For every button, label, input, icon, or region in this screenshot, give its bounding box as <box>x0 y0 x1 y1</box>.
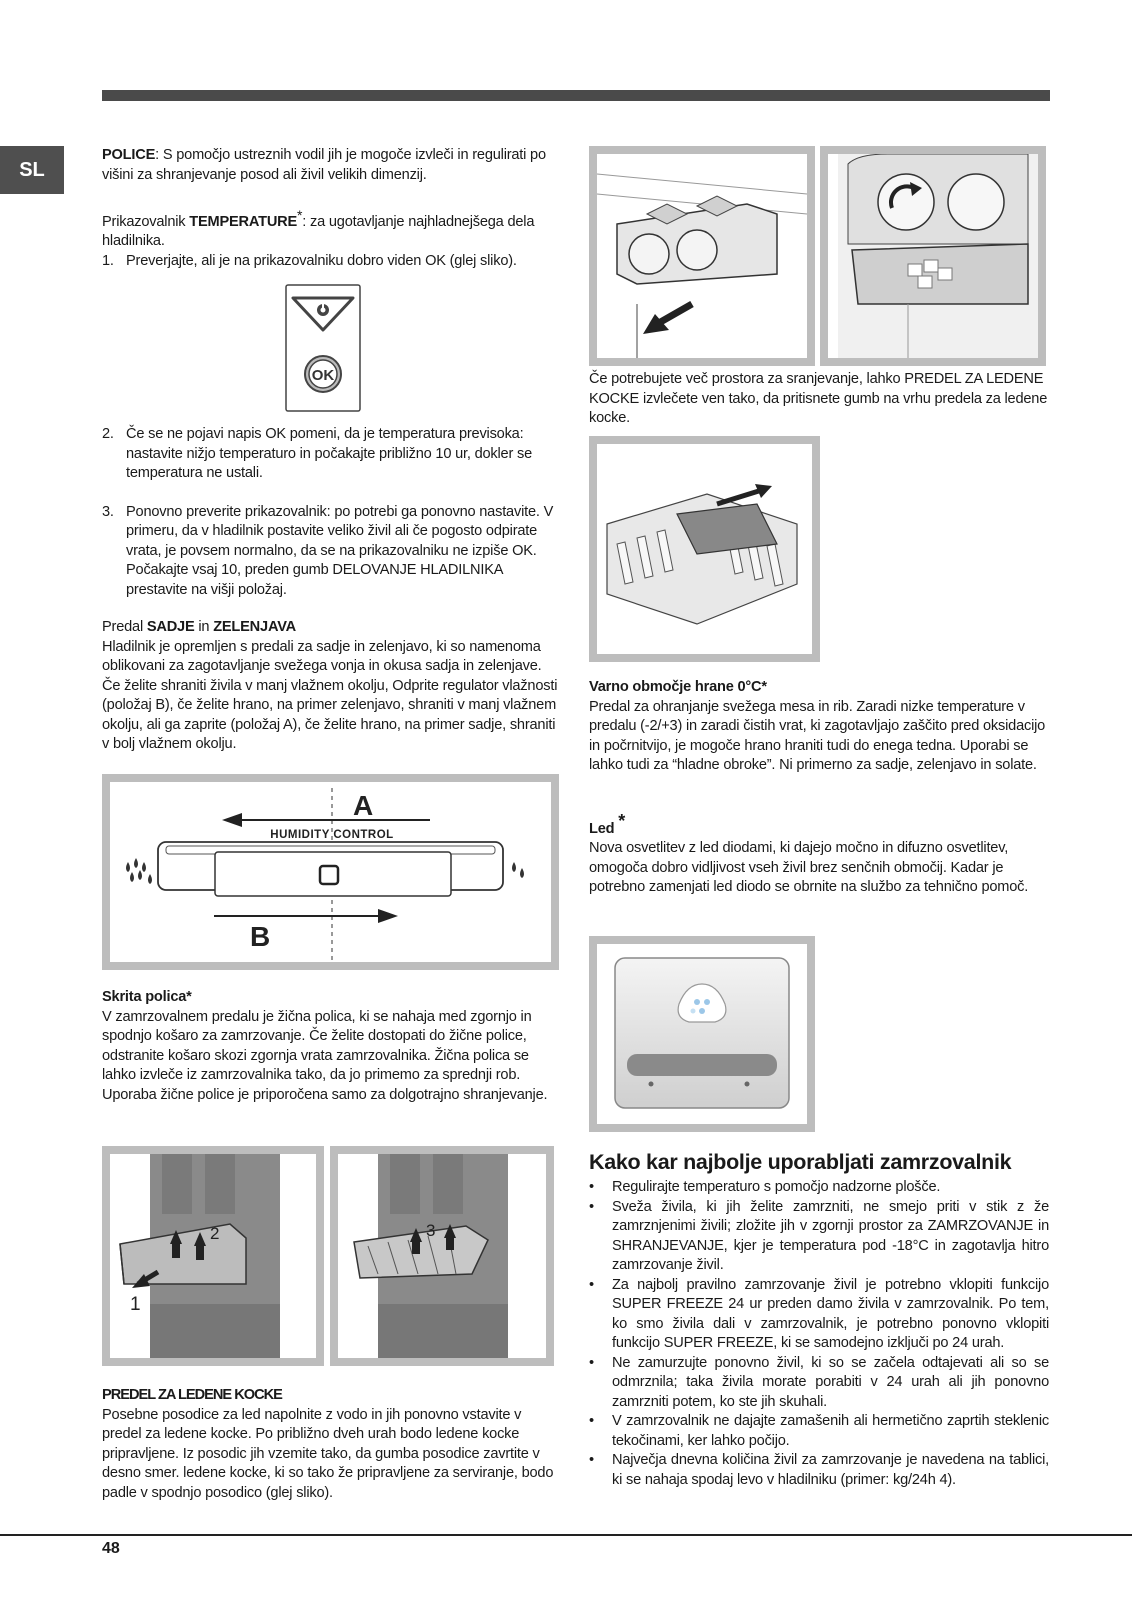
page-number: 48 <box>102 1540 120 1557</box>
humidity-control-label: HUMIDITY CONTROL <box>270 829 394 841</box>
police-title: POLICE <box>102 147 156 163</box>
humidity-control-figure <box>102 774 559 970</box>
led-text: Nova osvetlitev z led diodami, ki dajejo močno in difuzno osvetlitev, omogoča dobro vidljivost vseh živil brez senčnih območij. Kadar je potrebno zamenjati led diodo se obrnite na službo za tehnično pomoč. <box>589 840 1029 896</box>
language-tab: SL <box>0 146 64 194</box>
freezer-tip-item <box>589 1276 1049 1354</box>
ice-title: PREDEL ZA LEDENE KOCKE <box>102 1387 282 1403</box>
humidity-slider-knob <box>320 866 338 884</box>
safe-zone-title: Varno območje hrane 0°C* <box>589 679 767 695</box>
hidden-shelf-text: V zamrzovalnem predalu je žična polica, ki se nahaja med zgornjo in spodnjo košaro za zamrzovanje. Če želite dostopati do žične police, odstranite košaro skozi zgornja vrata zamrzovalnika. Žična polica se lahko izvleče iz zamrzovalnika tako, da jo primemo za sprednji rob. Uporaba žične police je priporočena samo za dolgotrajno shranjevanje. <box>102 1008 548 1103</box>
step-1-text: Preverjajte, ali je na prikazovalniku dobro viden OK (glej sliko). <box>126 252 517 269</box>
bullet-icon: • <box>589 1179 594 1195</box>
figure-number-3: 3 <box>426 1221 436 1240</box>
drawer-section <box>102 618 562 755</box>
ice-tray-pullout-figure <box>589 146 815 366</box>
ice-caption-text: Če potrebujete več prostora za sranjevanje, lahko PREDEL ZA LEDENE KOCKE izvlečete ven tako, da pritisnete gumb na vrhu predela za ledene kocke. <box>589 371 1048 426</box>
steps-2-3 <box>102 425 557 600</box>
freezer-tip-item <box>589 1451 1049 1490</box>
drawer-in: in <box>194 619 214 635</box>
figure-number-2: 2 <box>210 1224 220 1243</box>
temperature-title: TEMPERATURE <box>189 213 298 230</box>
figure-number-1: 1 <box>130 1294 141 1315</box>
drawer-veg: ZELENJAVA <box>213 619 296 635</box>
freezer-tip-text: Za najbolj pravilno zamrzovanje živil je potrebno vklopiti funkcijo SUPER FREEZE 24 ur preden damo živila v zamrzovalnik. Po tem, ko smo živila dali v zamrzovalnik, je potrebno ponovno vklopiti funkcijo SUPER FREEZE, ki se samodejno izključi po 24 urah. <box>612 1276 1049 1351</box>
freezer-tip-text: Sveža živila, ki jih želite zamrzniti, ne smejo priti v stik z že zamrznjenimi živili; zložite jih v zgornji prostor za ZAMRZOVANJE in SHRANJEVANJE, kjer je temperatura pod -18°C in zagotavlja hitro zamrzovanje živil. <box>612 1198 1049 1273</box>
step-2-text: Če se ne pojavi napis OK pomeni, da je temperatura previsoka: nastavite nižjo temperaturo in počakajte približno 10 ur, dokler se temperatura ne ustali. <box>126 426 532 481</box>
basket-removal-figure <box>102 1146 324 1366</box>
led-section <box>589 812 1049 898</box>
position-b-label: B <box>250 921 271 952</box>
hidden-shelf-title: Skrita polica* <box>102 989 192 1005</box>
freezer-tip-text: Največja dnevna količina živil za zamrzovanje je navedena na tablici, ki se nahaja spodaj levo v hladilniku (primer: kg/24h 4). <box>612 1452 1049 1488</box>
footer-rule <box>0 1534 1132 1536</box>
water-drops-few-icon <box>512 862 524 878</box>
led-star: * <box>618 811 626 831</box>
ice-caption <box>589 370 1049 429</box>
safe-zone-section <box>589 678 1049 776</box>
freezer-tip-item <box>589 1412 1049 1451</box>
ok-indicator-figure <box>285 284 361 412</box>
safe-zone-text: Predal za ohranjanje svežega mesa in rib. Zaradi nizke temperature v predalu (-2/+3) in zaradi čistih vrat, ki zagotavljajo zaščito pred oksidacijo in počrnitvijo, je mogoče hrano hraniti tudi do enega tedna. Uporabi se lahko tudi za “hladne obroke”. Ni primerno za sadje, zelenjavo in solate. <box>589 698 1046 773</box>
freezer-tip-text: Ne zamurzujte ponovno živil, ki so se začela odtajevati ali so se odmrznila; taka živila morate porabiti v 24 urah ali jih ponovno zamrzniti potem, ko ste jih skuhali. <box>612 1354 1049 1410</box>
drawer-prefix: Predal <box>102 619 147 635</box>
freezer-tip-text: Regulirajte temperaturo s pomočjo nadzorne plošče. <box>612 1179 941 1195</box>
freezer-tip-item <box>589 1354 1049 1413</box>
ok-label: OK <box>311 367 335 384</box>
led-title: Led <box>589 820 615 837</box>
police-text: : S pomočjo ustreznih vodil jih je mogoče izvleči in regulirati po višini za shranjevanje posod ali živil velikih dimenzij. <box>102 147 546 183</box>
step-3-number: 3. <box>102 503 114 520</box>
header-rule <box>102 90 1050 101</box>
freezer-tips-list <box>589 1178 1049 1490</box>
step-1-number: 1. <box>102 252 114 269</box>
police-section <box>102 146 557 185</box>
bullet-icon: • <box>589 1198 594 1215</box>
position-a-label: A <box>353 790 374 821</box>
ice-section <box>102 1386 562 1503</box>
bullet-icon: • <box>589 1354 594 1371</box>
hidden-shelf-section <box>102 988 562 1105</box>
arrow-left-icon <box>222 813 242 827</box>
freezer-tip-item <box>589 1178 1049 1198</box>
bullet-icon: • <box>589 1276 594 1293</box>
step-2-number: 2. <box>102 426 114 442</box>
water-drops-many-icon <box>126 858 152 884</box>
temperature-section <box>102 206 557 271</box>
bullet-icon: • <box>589 1452 594 1468</box>
ice-text: Posebne posodice za led napolnite z vodo in jih ponovno vstavite v predel za ledene kocke. Po približno dveh urah bodo ledene kocke pripravljene. Iz posodic jih vzemite tako, da gumba posodice zavrtite v desno smer. ledene kocke, ki so tako že pripravljene za serviranje, bodo padle v spodnjo posodico (glej sliko). <box>102 1406 554 1501</box>
arrow-right-icon <box>378 909 398 923</box>
bullet-icon: • <box>589 1413 594 1429</box>
drawer-text: Hladilnik je opremljen s predali za sadje in zelenjavo, ki so namenoma oblikovani za zagotavljanje svežega vonja in okusa sadja in zelenjave. Če želite shraniti živila v manj vlažnem okolju, Odprite regulator vlažnosti (položaj B), če želite hrano, na primer zelenjavo, shraniti v manj vlažnem okolju, ali ga zaprite (položaj A), če želite hrano, na primer sadje, shraniti v bolj vlažnem okolju. <box>102 638 558 752</box>
led-light-figure <box>589 936 815 1132</box>
ice-tray-rotate-figure <box>820 146 1046 366</box>
step-3-text: Ponovno preverite prikazovalnik: po potrebi ga ponovno nastavite. V primeru, da v hladilnik postavite veliko živil ali če pogosto odpirate vrata, je povsem normalno, da se na prikazovalniku ne izpiše OK. Počakajte vsaj 10, preden gumb DELOVANJE HLADILNIKA prestavite na višji položaj. <box>126 503 554 598</box>
wire-shelf-figure <box>330 1146 554 1366</box>
freezer-tip-item <box>589 1198 1049 1276</box>
freezer-tip-text: V zamrzovalnik ne dajajte zamašenih ali hermetično zaprtih steklenic tekočinami, ker lahko počijo. <box>612 1413 1049 1449</box>
temperature-prefix: Prikazovalnik <box>102 213 190 230</box>
temperature-star: * <box>297 207 303 223</box>
drawer-fruit: SADJE <box>146 619 195 635</box>
freezer-heading: Kako kar najbolje uporabljati zamrzovalnik <box>589 1150 1012 1174</box>
temperature-text: : za ugotavljanje najhladnejšega dela hladilnika. <box>102 213 535 250</box>
shelf-rack-figure <box>589 436 820 662</box>
